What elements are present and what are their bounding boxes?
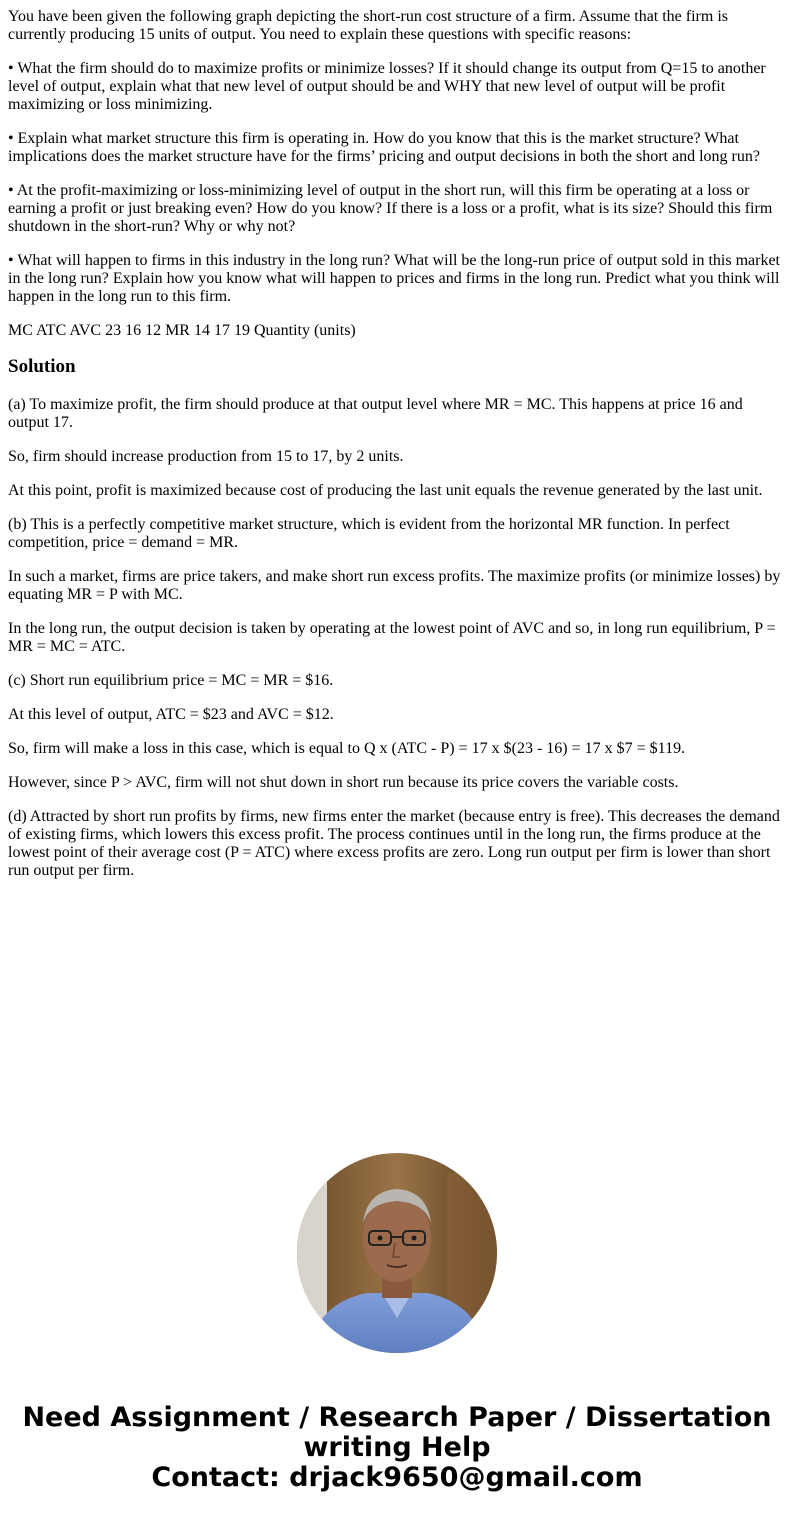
avatar xyxy=(297,1153,497,1353)
contact-banner xyxy=(0,1403,794,1493)
solution-paragraph: However, since P > AVC, firm will not shut down in short run because its price covers the variable costs. xyxy=(8,774,679,791)
solution-paragraph: So, firm will make a loss in this case, which is equal to Q x (ATC - P) = 17 x $(23 - 16) = 17 x $7 = $119. xyxy=(8,740,686,757)
banner-line-2: writing Help xyxy=(303,1432,491,1463)
solution-paragraph: (c) Short run equilibrium price = MC = MR = $16. xyxy=(8,672,334,689)
solution-paragraph: At this point, profit is maximized because cost of producing the last unit equals the revenue generated by the last unit. xyxy=(8,482,763,499)
solution-paragraph: (b) This is a perfectly competitive market structure, which is evident from the horizontal MR function. In perfect competition, price = demand = MR. xyxy=(8,516,730,551)
question-bullet-4: • What will happen to firms in this industry in the long run? What will be the long-run price of output sold in this market in the long run? Explain how you know what will happen to prices and firms in the long run. Predict what you think will happen in the long run to this firm. xyxy=(8,252,780,305)
solution-paragraph: (d) Attracted by short run profits by firms, new firms enter the market (because entry is free). This decreases the demand of existing firms, which lowers this excess profit. The process continues until in the long run, the firms produce at the lowest point of their average cost (P = ATC) where excess profits are zero. Long run output per firm is lower than short run output per firm. xyxy=(8,808,780,879)
solution-paragraph: In the long run, the output decision is taken by operating at the lowest point of AVC and so, in long run equilibrium, P = MR = MC = ATC. xyxy=(8,620,776,655)
solution-paragraph: (a) To maximize profit, the firm should produce at that output level where MR = MC. This happens at price 16 and output 17. xyxy=(8,396,743,431)
banner-line-1: Need Assignment / Research Paper / Dissertation xyxy=(22,1402,772,1433)
solution-heading: Solution xyxy=(8,356,76,377)
banner-contact-line: Contact: drjack9650@gmail.com xyxy=(151,1462,643,1493)
avatar-portrait xyxy=(297,1153,497,1353)
question-intro: You have been given the following graph depicting the short-run cost structure of a firm. Assume that the firm is currently producing 15 units of output. You need to explain these questions with specific reasons: xyxy=(8,8,728,43)
solution-paragraph: So, firm should increase production from 15 to 17, by 2 units. xyxy=(8,448,404,465)
graph-text: MC ATC AVC 23 16 12 MR 14 17 19 Quantity (units) xyxy=(8,322,356,339)
solution-paragraph: In such a market, firms are price takers, and make short run excess profits. The maximize profits (or minimize losses) by equating MR = P with MC. xyxy=(8,568,781,603)
question-bullet-2: • Explain what market structure this firm is operating in. How do you know that this is the market structure? What implications does the market structure have for the firms’ pricing and output decisions in both the short and long run? xyxy=(8,130,760,165)
document-body xyxy=(8,8,786,896)
question-bullet-3: • At the profit-maximizing or loss-minimizing level of output in the short run, will this firm be operating at a loss or earning a profit or just breaking even? How do you know? If there is a loss or a profit, what is its size? Should this firm shutdown in the short-run? Why or why not? xyxy=(8,182,773,235)
question-bullet-1: • What the firm should do to maximize profits or minimize losses? If it should change its output from Q=15 to another level of output, explain what that new level of output should be and WHY that new level of output will be profit maximizing or loss minimizing. xyxy=(8,60,766,113)
solution-paragraph: At this level of output, ATC = $23 and AVC = $12. xyxy=(8,706,334,723)
